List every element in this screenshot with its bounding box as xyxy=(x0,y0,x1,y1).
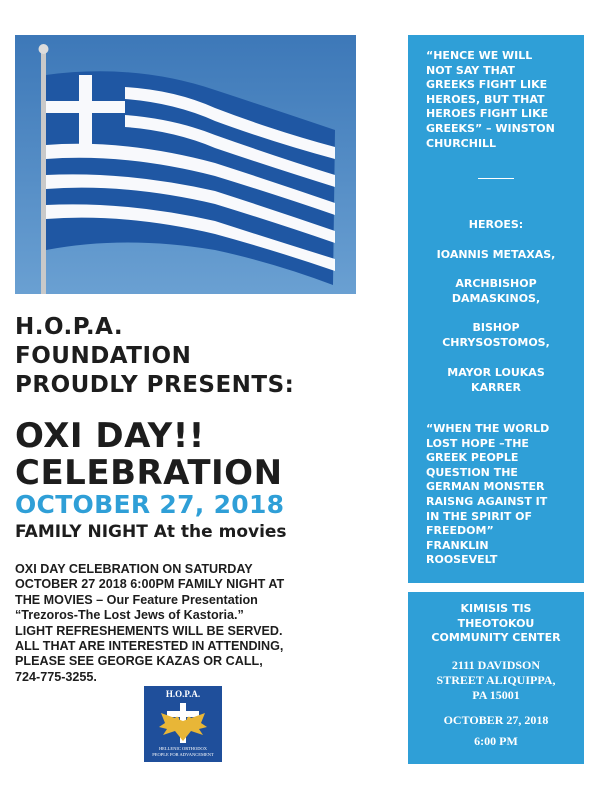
venue-time: 6:00 PM xyxy=(474,734,518,748)
quote-line: ROOSEVELT xyxy=(426,553,498,567)
venue-name xyxy=(408,602,584,646)
foundation-heading xyxy=(15,313,294,400)
quote-line: “HENCE WE WILL xyxy=(426,49,533,62)
address-line: PA 15001 xyxy=(472,688,520,702)
venue-address xyxy=(408,658,584,703)
description-line: “Trezoros-The Lost Jews of Kastoria.” xyxy=(15,608,244,623)
foundation-line: PROUDLY PRESENTS: xyxy=(15,372,295,398)
quote-line: GERMAN MONSTER xyxy=(426,480,545,494)
hopa-logo xyxy=(144,686,222,762)
quote-line: GREEKS FIGHT LIKE xyxy=(426,78,548,92)
description-line: PLEASE SEE GEORGE KAZAS OR CALL, xyxy=(15,654,263,669)
description-line: LIGHT REFRESHEMENTS WILL BE SERVED. xyxy=(15,623,283,638)
quote-line: FREEDOM” xyxy=(426,524,494,538)
address-line: 2111 DAVIDSON xyxy=(451,658,541,672)
logo-caption xyxy=(144,746,222,757)
hero-name-line: MAYOR LOUKAS xyxy=(447,366,545,379)
address-line: STREET ALIQUIPPA, xyxy=(436,673,556,687)
quote-line: GREEKS” – WINSTON xyxy=(426,121,555,135)
description-line: OXI DAY CELEBRATION ON SATURDAY xyxy=(15,562,253,576)
hero-name: IOANNIS METAXAS, xyxy=(436,248,556,261)
hero-name-line: BISHOP xyxy=(472,321,520,334)
logo-title: H.O.P.A. xyxy=(165,689,201,699)
venue-date: OCTOBER 27, 2018 xyxy=(443,713,549,727)
byzantine-eagle-cross-icon xyxy=(153,701,213,745)
quote-line: CHURCHILL xyxy=(426,136,497,150)
quotes-sidebar xyxy=(408,35,584,583)
hero-name-line: ARCHBISHOP xyxy=(455,277,537,290)
quote-line: GREEK PEOPLE xyxy=(426,451,519,465)
event-date: OCTOBER 27, 2018 xyxy=(15,490,285,519)
quote-line: RAISNG AGAINST IT xyxy=(426,494,548,508)
quote-line: LOST HOPE –THE xyxy=(426,436,529,450)
quote-line: HEROES, BUT THAT xyxy=(426,92,545,106)
description-line: OCTOBER 27 2018 6:00PM FAMILY NIGHT AT xyxy=(15,577,285,592)
event-description xyxy=(15,562,355,685)
quote-line: NOT SAY THAT xyxy=(426,63,515,77)
hero-name xyxy=(408,277,584,306)
title-line: CELEBRATION xyxy=(15,453,283,493)
venue-name-line: THEOTOKOU xyxy=(457,616,535,630)
quote-line: HEROES FIGHT LIKE xyxy=(426,107,549,121)
venue-name-line: KIMISIS TIS xyxy=(460,602,532,615)
roosevelt-quote xyxy=(426,422,586,568)
churchill-quote xyxy=(426,49,586,151)
greek-flag-photo xyxy=(15,35,356,294)
title-line: OXI DAY!! xyxy=(15,416,205,456)
venue-name-line: COMMUNITY CENTER xyxy=(431,631,561,645)
hero-name xyxy=(408,366,584,395)
quote-line: QUESTION THE xyxy=(426,465,518,479)
divider xyxy=(478,178,514,179)
quote-line: “WHEN THE WORLD xyxy=(426,422,550,435)
flag-pole xyxy=(41,49,46,294)
venue-box xyxy=(408,592,584,764)
logo-caption-line: PEOPLE FOR ADVANCEMENT xyxy=(152,751,214,757)
hero-name-line: CHRYSOSTOMOS, xyxy=(442,335,550,349)
family-night-subtitle: FAMILY NIGHT At the movies xyxy=(15,522,287,542)
hero-name-line: KARRER xyxy=(471,380,521,394)
foundation-line: H.O.P.A. xyxy=(15,314,124,340)
description-line: ALL THAT ARE INTERESTED IN ATTENDING, xyxy=(15,639,284,654)
hero-name-line: DAMASKINOS, xyxy=(451,291,541,305)
quote-line: IN THE SPIRIT OF xyxy=(426,509,533,523)
description-line: THE MOVIES – Our Feature Presentation xyxy=(15,592,258,607)
logo-caption-line: HELLENIC ORTHODOX xyxy=(158,746,208,751)
foundation-line: FOUNDATION xyxy=(15,343,192,369)
event-title xyxy=(15,418,283,492)
quote-line: FRANKLIN xyxy=(426,538,489,552)
heroes-heading: HEROES: xyxy=(468,218,524,231)
hero-name xyxy=(408,321,584,350)
description-line: 724-775-3255. xyxy=(15,669,97,684)
